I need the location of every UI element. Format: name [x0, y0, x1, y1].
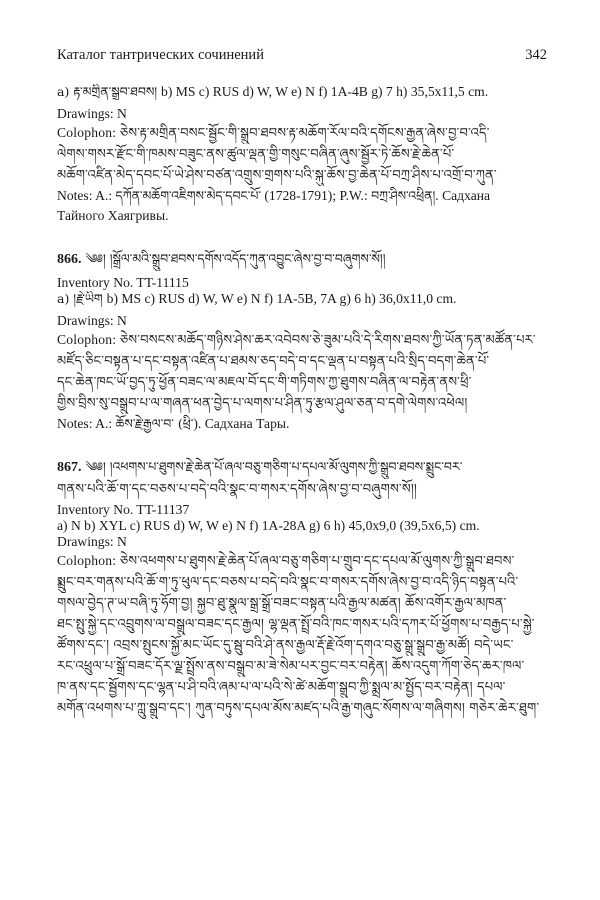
notes-label: Notes: A.:: [57, 188, 116, 203]
entry-previous: [57, 84, 547, 226]
colophon-text: ཅེས་རྟ་མགྲིན་བསང་སྦྱོང་གི་སྒྲུབ་ཐབས་རྟ་མཆོག་རོལ་བའི་དགོངས་རྒྱན་ཞེས་བྱ་བ་འདི་: [119, 126, 490, 141]
inventory-number: Inventory No. TT-11115: [57, 275, 189, 290]
entry-title-tibetan-cont: གནས་པའི་ཆོ་ག་དང་བཅས་པ་བདེ་བའི་སྣང་བ་གསར་དགོས་ཞེས་བྱ་བ་བཞུགས་སོ།།: [57, 482, 418, 497]
colophon-text: ཅེས་བསངས་མཆོད་གཉིས་ཤེས་ཆར་འབེབས་ཅེ་ཟུམ་པའི་དེ་རིགས་ཐབས་ཀྱི་ཡོན་ཏན་མཚོན་པར་: [119, 333, 536, 348]
colophon-label: Colophon:: [57, 332, 120, 347]
colophon-line: [57, 122, 547, 144]
entry-heading: [57, 456, 547, 479]
colophon-label: Colophon:: [57, 553, 120, 568]
codes-text: b) MS c) RUS d) W, W e) N f) 1A-4B g) 7 h) 35,5x11,5 cm.: [161, 84, 489, 99]
colophon-line: མགོན་འཕགས་པ་ཀླུ་སྒྲུབ་དང་། ཀུན་བཏུས་དཔལ་མོས་མཛད་པའི་རྒྱ་གཞུང་སོགས་ལ་གཞིགས། གཅེར་ཆེར་ཐུག་: [57, 701, 540, 716]
entry-codes: a) N b) XYL c) RUS d) W, W e) N f) 1A-28A g) 6 h) 45,0x9,0 (39,5x6,5) cm.: [57, 518, 480, 533]
entry-866: [57, 248, 547, 434]
notes-line: [57, 414, 547, 434]
entry-number: 866.: [57, 252, 82, 267]
colophon-line: [57, 550, 547, 572]
colophon-line: གསལ་བྱེད་ཊ་ཡ་བཞི་ཏུ་ཧོག་བྱ། སྐྱབ་ཐུ་སྣུལ་སྒྲ་སྒྲོ་བཟང་བསྟན་པའི་རྒྱལ་མཚན། ཆོས་འགོར་རྒྱལ་མཁན་: [57, 596, 507, 611]
notes-years: (1728-1791); P.W.:: [260, 188, 372, 203]
drawings-line: Drawings: N: [57, 313, 127, 328]
colophon-label: Colophon:: [57, 125, 120, 140]
entry-title-tibetan: ༄༅། །སྒྲོལ་མའི་སྒྲུབ་ཐབས་དགོས་འདོད་ཀུན་འབྱུང་ཞེས་བྱ་བ་བཞུགས་སོ།།: [81, 251, 386, 266]
notes-line: Тайного Хаягривы.: [57, 208, 169, 223]
colophon-line: མཆོག་འཛིན་མེད་དབང་པོ་ཡེ་ཤེས་བཙན་འགྲུས་གྲགས་པའི་སྐུ་ཆོས་བྱ་ཆེན་པོ་བཀྲ་ཤིས་པ་འགྲོ་བ་ཀུན་: [57, 168, 497, 183]
colophon-text: ཅེས་འཕགས་པ་ཐུགས་རྗེ་ཆེན་པོ་ཞལ་བཅུ་གཅིག་པ་གྲུབ་དང་དཔལ་མོ་ལུགས་ཀྱི་སྒྲུབ་ཐབས་: [119, 554, 515, 569]
colophon-line: ལེགས་གསར་རྫོང་གི་ཁམས་བཟུང་ནས་ཚུལ་ལྡན་གྱི་གསུང་བཞིན་ཞུས་སྦྱོར་ཏེ་ཆོས་རྗེ་ཆེན་པོ་: [57, 147, 455, 162]
entry-title-tibetan: ༄༅། །འཕགས་པ་ཐུགས་རྗེ་ཆེན་པོ་ཞལ་བཅུ་གཅིག་པ་དཔལ་མོ་ལུགས་ཀྱི་སྒྲུབ་ཐབས་སྨྲུང་བར་: [81, 459, 463, 474]
entry-heading: [57, 248, 547, 271]
notes-paren: (ཕྲི་: [173, 416, 194, 431]
colophon-line: ཁ་ནས་དང་སྦྱོགས་དང་ལྷན་པ་ཤི་བའི་ཞམ་པ་ལ་པའི་སེ་ཚེ་མཆོག་སྒྲུབ་ཀྱི་སྨྲལ་མ་སྤྱོད་བར་བརྟེན། དཔལ་: [57, 680, 506, 695]
colophon-line: རང་འཕྲུལ་པ་སྒྲོ་བཟང་དོར་ལྗ་སྤྲོས་ནས་བསྒྲུབ་མ་ཟེ་སེམ་པར་བྱང་བར་བརྟེན། ཆོས་འདུག་ཀོག་ཅེད་ཆར་ཁལ་: [57, 659, 525, 674]
entry-number: 867.: [57, 460, 82, 475]
codes-tibetan: a) རྟ་མགྲིན་སྒྲུབ་ཐབས།: [57, 84, 162, 99]
notes-tibetan: བཀྲ་ཤིས་འཕྲིན།: [371, 188, 436, 203]
entry-867: [57, 456, 547, 719]
notes-line: [57, 186, 547, 206]
colophon-line: མཛོད་ཅིང་བསྟན་པ་དང་བསྟན་འཛིན་པ་ཐམས་ཅད་བདེ་བ་དང་ལྡན་པ་བསྟན་པའི་སྲིད་བདག་ཆེན་པོ་: [57, 354, 490, 369]
notes-tibetan: ཆོས་རྗེ་རྒྱལ་བ་: [115, 416, 174, 431]
entry-codes: [57, 291, 547, 307]
colophon-line: [57, 329, 547, 351]
notes-tail: . Садхана: [435, 188, 491, 203]
colophon-line: གྱིས་བྲིས་སུ་བསྒྲུབ་པ་ལ་གཞན་ཕན་བྱེད་པ་ལགས་པ་ཤིན་ཏུ་རྩལ་ཤུལ་ཅན་བ་དགེ་ལེགས་འཕེལ།: [57, 396, 468, 411]
drawings-line: Drawings: N: [57, 534, 127, 549]
notes-label: Notes: A.:: [57, 416, 116, 431]
entry-codes: [57, 84, 547, 100]
running-title: Каталог тантрических сочинений: [57, 47, 264, 63]
running-header: [57, 47, 547, 64]
codes-text: b) MS c) RUS d) W, W e) N f) 1A-5B, 7A g) 6 h) 36,0x11,0 cm.: [106, 291, 457, 306]
drawings-line: Drawings: N: [57, 106, 127, 121]
notes-tibetan: དཀོན་མཆོག་འཇིགས་མེད་དབང་པོ་: [115, 188, 261, 203]
notes-tail: ). Садхана Тары.: [193, 416, 290, 431]
colophon-line: སྨྲུང་བར་གནས་པའི་ཆོ་ག་ཏུ་ཕུལ་དང་བཅས་པ་བདེ་བའི་སྣང་བ་གསར་དགོས་ཞེས་བྱ་བ་འདི་ཉིད་བསྟན་པའི་: [57, 575, 519, 590]
page-content: [57, 78, 547, 719]
codes-tibetan: a) །རྗེ་ཡིག: [57, 291, 107, 306]
inventory-number: Inventory No. TT-11137: [57, 502, 190, 517]
page-number: 342: [525, 47, 547, 63]
colophon-line: ཐང་སྤུ་སྐྱེ་དང་འབྲུགས་ལ་བསྒྲུལ་བཟང་དང་རྒྱལ། ལྷ་ལྡན་སྤྲོ་བའི་ཁང་གསར་པའི་དཀར་པོ་ཕྱོགས་པ་བརྒྱད་པ་སྐྱེ་: [57, 617, 535, 632]
colophon-line: ཚོགས་དང་། འབྲས་སྤུངས་སྐྱོ་མང་ཡོང་དུ་སྦུ་བའི་ཤེ་ནས་རྒྱལ་རྡོ་རྗེ་འོག་དགའ་བཅུ་སྒྲུ་སྒྲུབ་རྒྱ་མཚོ། བདེ་ཡང་: [57, 638, 514, 653]
colophon-line: དང་ཆེན་ཁང་ཡོ་བྱད་ཏུ་ཕྱོན་བཟང་ལ་མཇལ་བོ་དང་གི་གཏིགས་ཀྱ་ཐུགས་བཞིན་ལ་བརྟེན་ནས་ཕྲི་: [57, 375, 472, 390]
